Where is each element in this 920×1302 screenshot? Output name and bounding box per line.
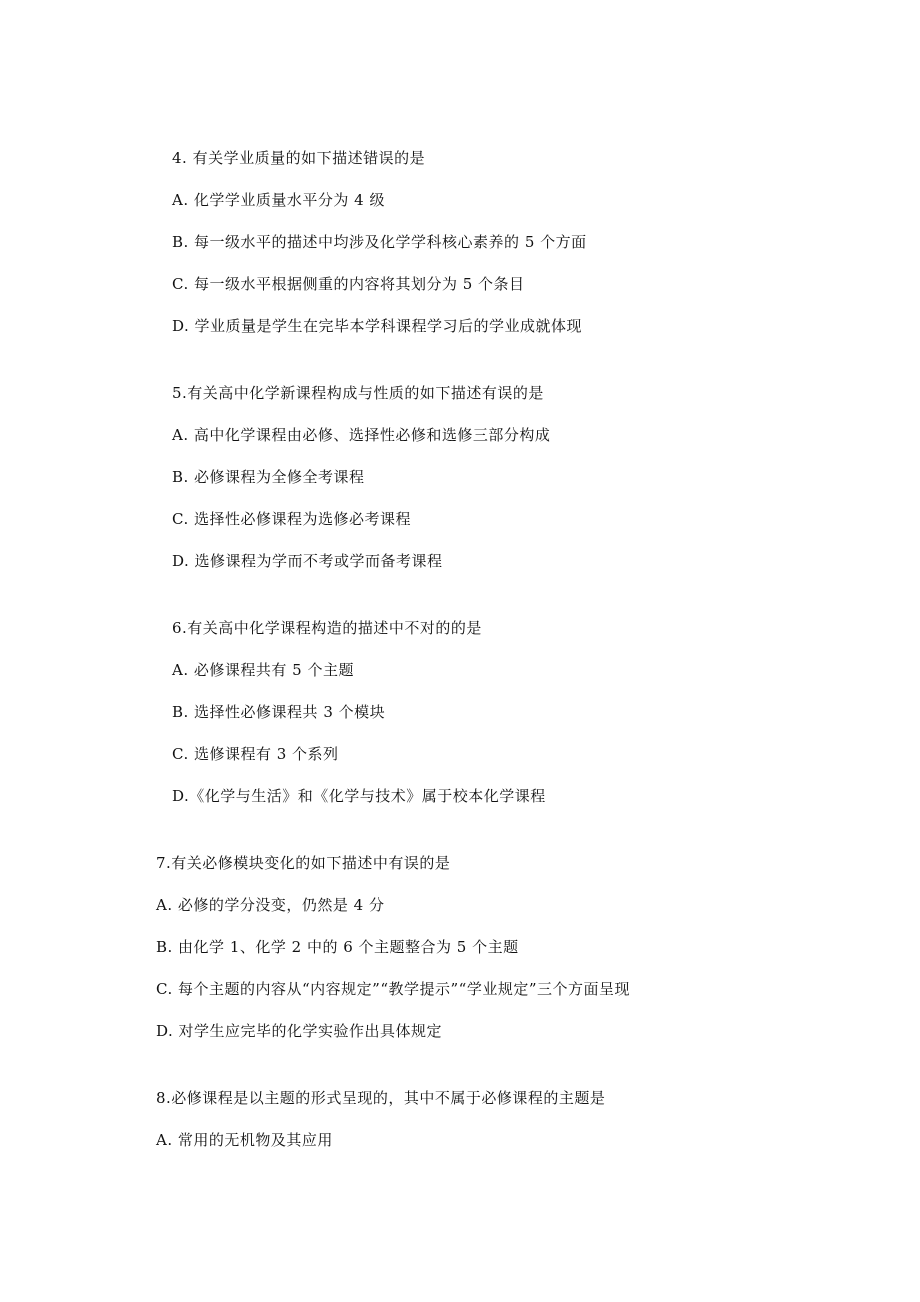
question-5-option-d: D. 选修课程为学而不考或学而备考课程: [172, 552, 443, 570]
question-6-option-d: D.《化学与生活》和《化学与技术》属于校本化学课程: [172, 787, 546, 805]
question-7-option-a: A. 必修的学分没变，仍然是 4 分: [156, 896, 385, 914]
question-7-stem: 7.有关必修模块变化的如下描述中有误的是: [156, 854, 451, 872]
question-8-option-a: A. 常用的无机物及其应用: [156, 1131, 333, 1149]
question-8-stem: 8.必修课程是以主题的形式呈现的，其中不属于必修课程的主题是: [156, 1089, 606, 1107]
question-7-option-c: C. 每个主题的内容从“内容规定”“教学提示”“学业规定”三个方面呈现: [156, 980, 630, 998]
question-5-option-b: B. 必修课程为全修全考课程: [172, 468, 365, 486]
question-4-option-a: A. 化学学业质量水平分为 4 级: [172, 191, 385, 209]
question-6-option-b: B. 选择性必修课程共 3 个模块: [172, 703, 386, 721]
question-6-stem: 6.有关高中化学课程构造的描述中不对的的是: [172, 619, 482, 637]
question-7-option-b: B. 由化学 1、化学 2 中的 6 个主题整合为 5 个主题: [156, 938, 519, 956]
question-5-stem: 5.有关高中化学新课程构成与性质的如下描述有误的是: [172, 384, 544, 402]
question-6-option-a: A. 必修课程共有 5 个主题: [172, 661, 354, 679]
question-4-option-b: B. 每一级水平的描述中均涉及化学学科核心素养的 5 个方面: [172, 233, 587, 251]
question-5-option-c: C. 选择性必修课程为选修必考课程: [172, 510, 411, 528]
question-6-option-c: C. 选修课程有 3 个系列: [172, 745, 339, 763]
question-4-option-c: C. 每一级水平根据侧重的内容将其划分为 5 个条目: [172, 275, 525, 293]
question-5-option-a: A. 高中化学课程由必修、选择性必修和选修三部分构成: [172, 426, 551, 444]
question-4-stem: 4. 有关学业质量的如下描述错误的是: [172, 149, 426, 167]
question-7-option-d: D. 对学生应完毕的化学实验作出具体规定: [156, 1022, 443, 1040]
question-4-option-d: D. 学业质量是学生在完毕本学科课程学习后的学业成就体现: [172, 317, 583, 335]
